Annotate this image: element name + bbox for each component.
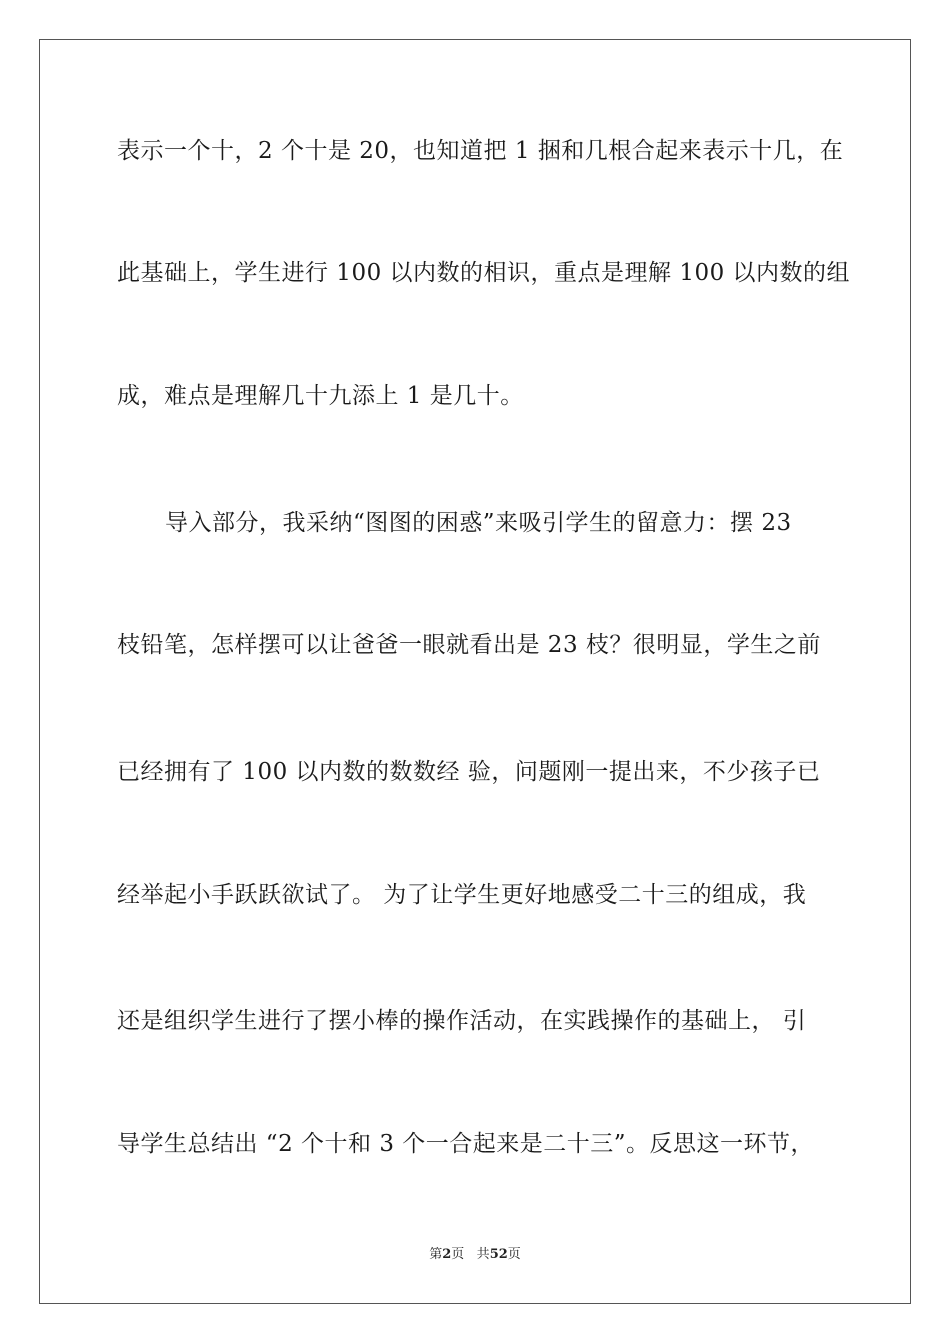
page-border	[39, 39, 911, 1304]
current-page-number: 2	[442, 1247, 452, 1262]
paragraph-line-2: 此基础上，学生进行 100 以内数的相识，重点是理解 100 以内数的组	[117, 260, 851, 286]
paragraph-line-8: 还是组织学生进行了摆小棒的操作活动，在实践操作的基础上， 引	[117, 1008, 807, 1034]
paragraph-line-9: 导学生总结出 “2 个十和 3 个一合起来是二十三”。反思这一环节，	[117, 1131, 815, 1157]
paragraph-line-6: 已经拥有了 100 以内数的数数经 验，问题刚一提出来，不少孩子已	[117, 759, 821, 785]
paragraph-line-1: 表示一个十，2 个十是 20，也知道把 1 捆和几根合起来表示十几，在	[117, 138, 844, 164]
paragraph-line-3: 成，难点是理解几十九添上 1 是几十。	[117, 383, 524, 409]
page-number-suffix: 页	[451, 1247, 465, 1262]
total-pages-suffix: 页	[507, 1247, 521, 1262]
page-footer	[0, 1246, 950, 1264]
paragraph-line-4: 导入部分，我采纳“图图的困惑”来吸引学生的留意力：摆 23	[165, 510, 792, 536]
total-pages-prefix: 共	[476, 1247, 490, 1262]
paragraph-line-5: 枝铅笔，怎样摆可以让爸爸一眼就看出是 23 枝？很明显，学生之前	[117, 632, 821, 658]
total-pages-number: 52	[489, 1247, 508, 1262]
page-number-prefix: 第	[429, 1247, 443, 1262]
paragraph-line-7: 经举起小手跃跃欲试了。 为了让学生更好地感受二十三的组成，我	[117, 882, 807, 908]
